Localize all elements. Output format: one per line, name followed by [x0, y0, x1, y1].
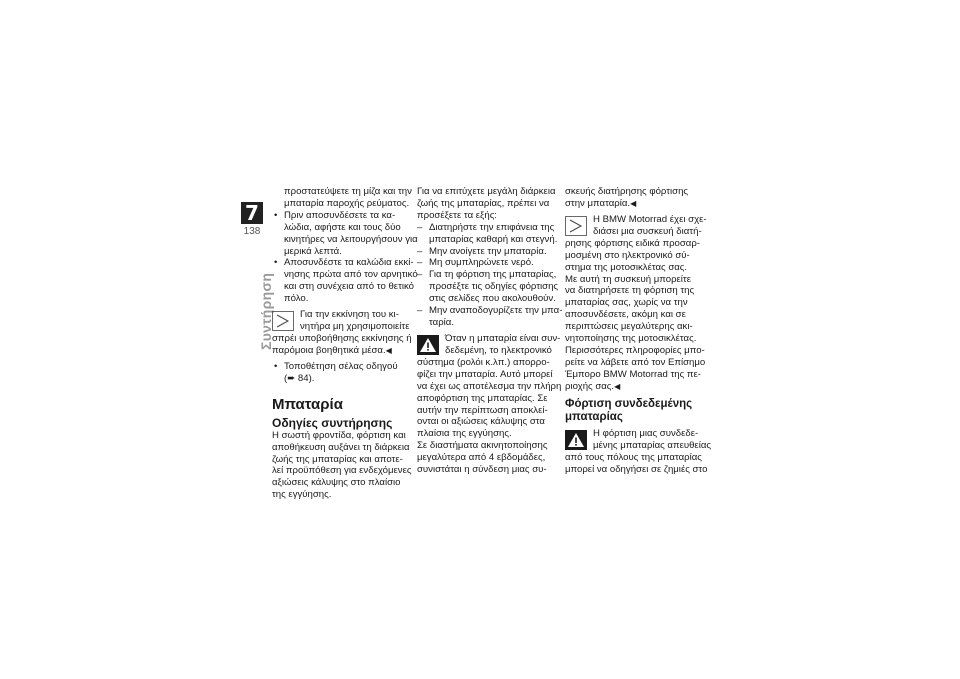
line: Η φόρτιση μιας συνδεδε- — [593, 427, 699, 439]
section-title-vertical — [240, 260, 274, 350]
line: σύστημα (ρολόι κ.λπ.) απορρο- — [417, 356, 550, 368]
chapter-tab — [241, 202, 263, 237]
line: αξιώσεις κάλυψης στο πλαίσιο — [272, 477, 401, 489]
end-marker-icon: ◀ — [630, 198, 637, 208]
line: από τους πόλους της μπαταρίας — [565, 451, 702, 463]
page-number: 138 — [243, 226, 261, 237]
line: μπαταρίας σας, χωρίς να την — [565, 297, 688, 309]
end-marker-icon: ◀ — [614, 381, 621, 391]
line: νησης πρώτα από τον αρνητικό — [284, 269, 418, 281]
line: μοσμένη στο ηλεκτρονικό σύ- — [565, 249, 690, 261]
line: Όταν η μπαταρία είναι συν- — [445, 332, 561, 344]
line: Για την εκκίνηση του κι- — [300, 309, 399, 321]
list-item: – Μην ανοίγετε την μπαταρία. — [417, 246, 563, 258]
line: ζωής της μπαταρίας, πρέπει να — [417, 197, 550, 209]
chapter-number: 7 — [241, 202, 263, 224]
line: Για τη φόρτιση της μπαταρίας, — [429, 269, 557, 281]
line: κινητήρες να λειτουργήσουν για — [284, 233, 418, 245]
line: μπορεί να οδηγήσει σε ζημιές στο — [565, 463, 708, 475]
line: σπρέι υποβοήθησης εκκίνησης ή — [272, 333, 412, 345]
line: ονται οι αξιώσεις κάλυψης στα — [417, 416, 545, 428]
line: προσέξτε τις οδηγίες φόρτισης — [429, 281, 559, 293]
note-block — [272, 309, 418, 357]
line: αποθήκευση αυξάνει τη διάρκεια — [272, 441, 410, 453]
line: ταρία. — [429, 316, 455, 328]
line: μπαταρίας καθαρή και στεγνή. — [429, 233, 558, 245]
line: στημα της μοτοσικλέτας σας. — [565, 261, 688, 273]
line: Για να επιτύχετε μεγάλη διάρκεια — [417, 186, 556, 197]
line: διάσει μια συσκευή διατή- — [593, 225, 702, 237]
line: αποσυνδέσετε, ακόμη και σε — [565, 309, 686, 321]
line: της εγγύησης. — [272, 489, 332, 501]
note-block — [565, 214, 711, 393]
line: Πριν αποσυνδέσετε τα κα- — [284, 209, 396, 221]
page-reference[interactable]: (➨ 84). — [284, 372, 315, 384]
line: παρόμοια βοηθητικά μέσα.◀ — [272, 344, 392, 356]
note-triangle-icon — [565, 216, 587, 236]
line: δεδεμένη, το ηλεκτρονικό — [445, 344, 552, 356]
bullet-icon: • — [274, 257, 278, 269]
line: ριοχής σας.◀ — [565, 380, 621, 392]
line: να έχει ως αποτέλεσμα την πλήρη — [417, 380, 562, 392]
line: ζωής της μπαταρίας και αποτε- — [272, 453, 403, 465]
heading-battery: Μπαταρία — [272, 395, 343, 413]
line: να διατηρήσετε τη φόρτιση της — [565, 285, 695, 297]
line: Η σωστή φροντίδα, φόρτιση και — [272, 429, 406, 441]
line: λώδια, αφήστε και τους δύο — [284, 221, 401, 233]
subheading-maintenance: Οδηγίες συντήρησης — [272, 415, 393, 430]
bullet-icon: • — [274, 360, 278, 372]
line: Σε διαστήματα ακινητοποίησης — [417, 440, 548, 452]
note-triangle-icon — [272, 311, 294, 331]
line: Περισσότερες πληροφορίες μπο- — [565, 344, 705, 356]
line: νητοποίησης της μοτοσικλέτας. — [565, 333, 697, 345]
list-item — [272, 210, 418, 258]
line: αυτήν την περίπτωση αποκλεί- — [417, 404, 548, 416]
list-item: – Μη συμπληρώνετε νερό. — [417, 257, 563, 269]
line: μπαταρία παροχής ρεύματος. — [284, 197, 410, 209]
line: λεί προϋπόθεση για ενδεχόμενες — [272, 465, 412, 477]
line: μεγαλύτερα από 4 εβδομάδες, — [417, 452, 546, 464]
list-item: – Διατηρήστε την επιφάνεια της μπαταρίας καθαρή και στεγνή. — [417, 222, 563, 246]
warning-block — [565, 428, 711, 476]
warning-icon — [417, 335, 439, 355]
line: μένης μπαταρίας απευθείας — [593, 439, 712, 451]
line: σκευής διατήρησης φόρτισης — [565, 186, 689, 197]
warning-block — [417, 333, 563, 440]
line: Τοποθέτηση σέλας οδηγού — [284, 360, 398, 372]
list-item — [272, 361, 418, 385]
column-3 — [565, 186, 711, 475]
line: πλαίσια της εγγύησης. — [417, 428, 512, 440]
warning-icon — [565, 430, 587, 450]
line: Μη συμπληρώνετε νερό. — [429, 257, 534, 269]
bullet-icon: • — [274, 209, 278, 221]
line: Διατηρήστε την επιφάνεια της — [429, 221, 555, 233]
line: μερικά λεπτά. — [284, 245, 342, 257]
end-marker-icon: ◀ — [385, 345, 392, 355]
line: Μην αναποδογυρίζετε την μπα- — [429, 305, 563, 317]
line: προσέξετε τα εξής: — [417, 209, 497, 221]
section-title: Συντήρηση — [258, 272, 274, 350]
line: Με αυτή τη συσκευή μπορείτε — [565, 273, 691, 285]
line: πόλο. — [284, 293, 309, 305]
line: αποφόρτιση της μπαταρίας. Σε — [417, 392, 548, 404]
line: και στη συνέχεια από το θετικό — [284, 281, 415, 293]
line: Μην ανοίγετε την μπαταρία. — [429, 245, 547, 257]
list-item — [272, 257, 418, 305]
line: προστατεύψετε τη μίζα και την — [284, 186, 412, 197]
line: στην μπαταρία.◀ — [565, 197, 637, 209]
heading-connected-charging: Φόρτιση συνδεδεμένης μπαταρίας — [565, 397, 693, 423]
column-1 — [272, 186, 418, 501]
line: φίζει την μπαταρία. Αυτό μπορεί — [417, 368, 553, 380]
line: Αποσυνδέστε τα καλώδια εκκί- — [284, 257, 414, 269]
column-2 — [417, 186, 563, 476]
line: περιπτώσεις μεγαλύτερης ακι- — [565, 321, 693, 333]
line: ρησης φόρτισης ειδικά προσαρ- — [565, 237, 700, 249]
list-item: – Μην αναποδογυρίζετε την μπα- ταρία. — [417, 305, 563, 328]
line: στις σελίδες που ακολουθούν. — [429, 293, 556, 305]
line: ρείτε να λάβετε από τον Επίσημο — [565, 356, 706, 368]
list-item: – Για τη φόρτιση της μπαταρίας, προσέξτε τις οδηγίες φόρτισης στις σελίδες που ακολουθούν. — [417, 269, 563, 305]
line: Έμπορο BMW Motorrad της πε- — [565, 368, 701, 380]
line: νητήρα μη χρησιμοποιείτε — [300, 320, 410, 332]
line: Η BMW Motorrad έχει σχε- — [593, 213, 707, 225]
line: συνιστάται η σύνδεση μιας συ- — [417, 464, 547, 476]
